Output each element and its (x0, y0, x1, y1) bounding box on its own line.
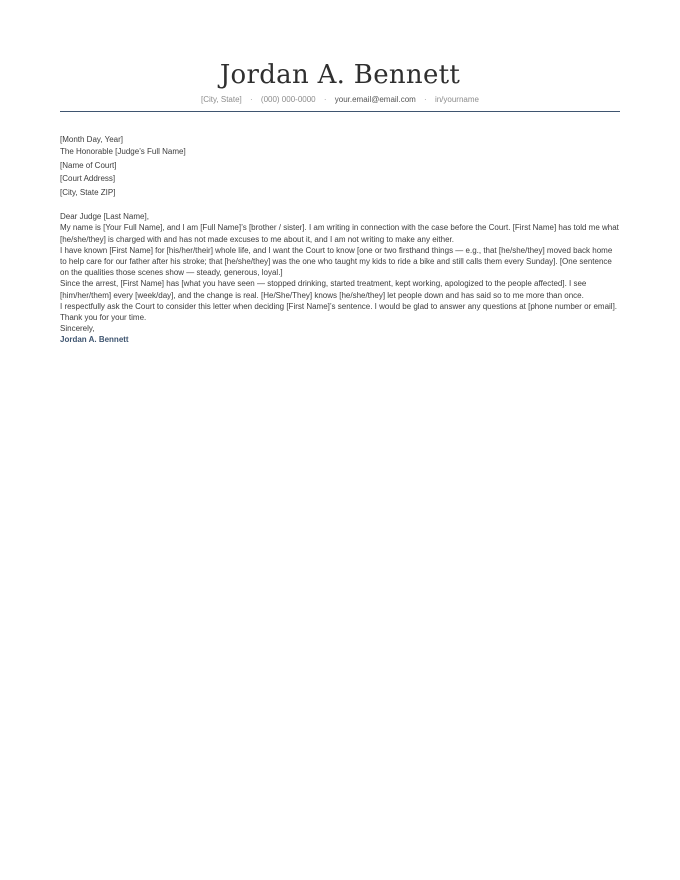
sender-name: Jordan A. Bennett (219, 60, 461, 90)
letter-page (60, 0, 620, 346)
signature: Jordan A. Bennett (60, 335, 129, 345)
recipient-line: The Honorable [Judge’s Full Name] (60, 147, 186, 157)
letter-date: [Month Day, Year] (60, 135, 123, 144)
body-paragraph: Since the arrest, [First Name] has [what you have seen — stopped drinking, started treatment, kept working, apologized to the people affected]. I see [him/her/them] every [week/day], and the change is real. [He/She/They] knows [he/she/they] let people down and has said so to me more than once. (60, 279, 587, 300)
body-paragraph: I have known [First Name] for [his/her/their] whole life, and I want the Court to know [one or two firsthand things — e.g., that [he/she/they] moved back home to help care for our father after his stroke; that [he/she/they] was the one who taught my kids to ride a bike and still calls them every Sunday]. [One sentence on the qualities those scenes show — steady, generous, loyal.] (60, 245, 613, 278)
closing: Sincerely, (60, 324, 95, 334)
contact-line (60, 94, 620, 106)
body-paragraph: I respectfully ask the Court to consider this letter when deciding [First Name]’s sentence. I would be glad to answer any questions at [phone number or email]. Thank you for your time. (60, 301, 618, 323)
letterhead (60, 0, 620, 112)
body-paragraph: My name is [Your Full Name], and I am [Full Name]’s [brother / sister]. I am writing in connection with the case before the Court. [First Name] has told me what [he/she/they] is charged with and has not made excuses to me about it, and I am not writing to make any either. (60, 223, 619, 244)
contact-email[interactable]: your.email@email.com (334, 95, 416, 104)
contact-phone: (000) 000-0000 (260, 95, 316, 104)
salutation: Dear Judge [Last Name], (60, 212, 149, 222)
contact-linkedin[interactable]: in/yourname (434, 95, 479, 104)
recipient-address (60, 145, 620, 199)
letter-body (60, 134, 620, 346)
contact-location: [City, State] (201, 95, 242, 104)
recipient-line: [Court Address] (60, 174, 116, 184)
contact-separator: · (424, 95, 427, 104)
header-divider (60, 111, 620, 112)
contact-separator: · (250, 95, 253, 104)
contact-separator: · (323, 95, 327, 104)
recipient-line: [City, State ZIP] (60, 187, 116, 197)
recipient-line: [Name of Court] (60, 160, 117, 170)
